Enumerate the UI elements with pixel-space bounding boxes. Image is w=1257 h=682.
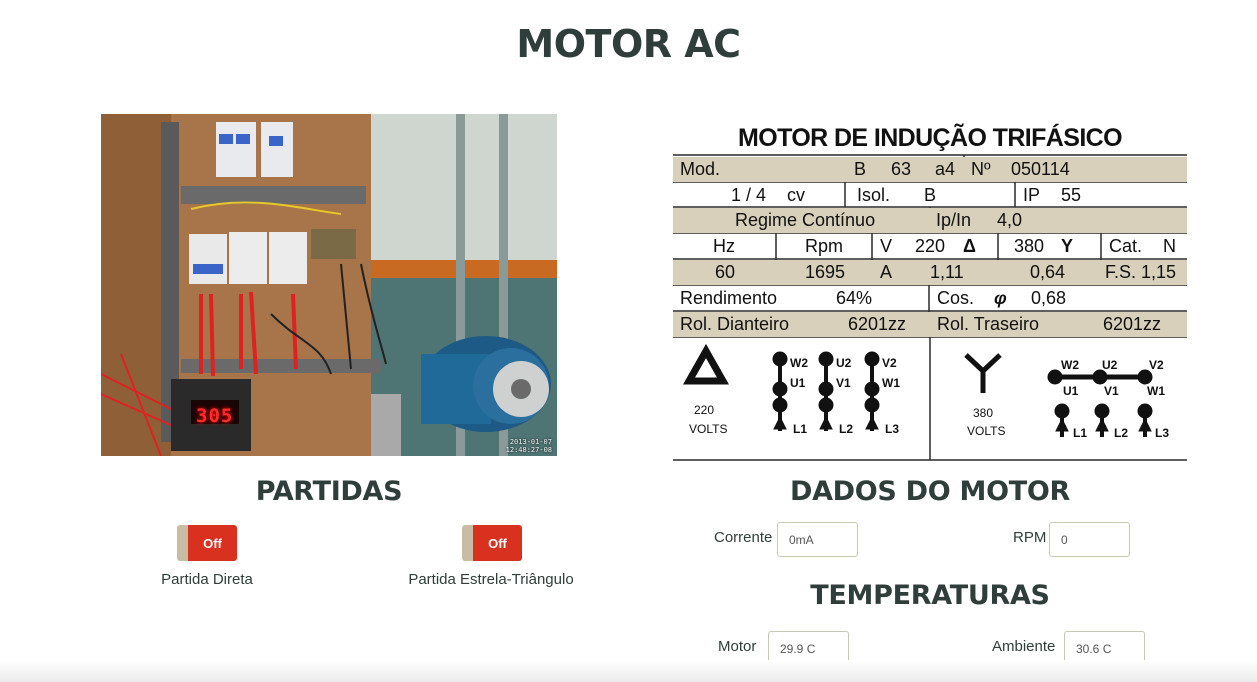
ipin-label: Ip/In bbox=[936, 210, 972, 230]
terminal-w1-delta: W1 bbox=[882, 376, 900, 390]
power-unit: cv bbox=[787, 185, 805, 205]
dados-do-motor-heading: DADOS DO MOTOR bbox=[789, 476, 1071, 507]
rpm-label: RPM bbox=[1013, 529, 1047, 546]
temperaturas-heading: TEMPERATURAS bbox=[810, 580, 1050, 611]
ip-label: IP bbox=[1023, 185, 1041, 205]
current-label: A bbox=[880, 262, 893, 282]
delta-symbol-icon bbox=[689, 351, 723, 381]
toggle-state: Off bbox=[188, 525, 237, 561]
terminal-w2-star: W2 bbox=[1061, 358, 1079, 372]
isol-label: Isol. bbox=[857, 185, 891, 205]
terminal-v2-delta: V2 bbox=[882, 356, 897, 370]
voltage-label: V bbox=[880, 236, 893, 256]
bottom-fade bbox=[0, 660, 1257, 682]
terminal-l1-star: L1 bbox=[1073, 426, 1088, 440]
motor-temp-label: Motor bbox=[718, 638, 757, 655]
corrente-field[interactable] bbox=[777, 522, 858, 557]
toggle-state: Off bbox=[473, 525, 522, 561]
power-value: 1 / 4 bbox=[731, 185, 767, 205]
camera-scene bbox=[101, 114, 557, 456]
star-volts-unit: VOLTS bbox=[967, 424, 1006, 438]
terminal-v1-delta: V1 bbox=[836, 376, 851, 390]
cos-value: 0,68 bbox=[1031, 288, 1067, 308]
star-symbol-icon bbox=[966, 355, 1000, 393]
serial-label: Nº bbox=[971, 159, 991, 179]
partidas-heading: PARTIDAS bbox=[255, 476, 403, 507]
partida-direta-toggle[interactable] bbox=[177, 525, 237, 561]
partida-estrela-triangulo-label: Partida Estrela-Triângulo bbox=[408, 571, 574, 588]
regime-value: Regime Contínuo bbox=[735, 210, 876, 230]
current-delta: 1,11 bbox=[930, 262, 964, 282]
phi-symbol: φ bbox=[994, 288, 1007, 308]
voltage-star: 380 bbox=[1014, 236, 1045, 256]
ipin-value: 4,0 bbox=[997, 210, 1023, 230]
current-star: 0,64 bbox=[1030, 262, 1066, 282]
hz-label: Hz bbox=[713, 236, 735, 256]
terminal-u2-delta: U2 bbox=[836, 356, 852, 370]
ambiente-temp-label: Ambiente bbox=[992, 638, 1056, 655]
terminal-v1-star: V1 bbox=[1104, 384, 1119, 398]
star-symbol: Y bbox=[1061, 236, 1074, 256]
terminal-w1-star: W1 bbox=[1147, 384, 1165, 398]
hz-value: 60 bbox=[715, 262, 736, 282]
corrente-label: Corrente bbox=[714, 529, 773, 546]
front-bearing-value: 6201zz bbox=[848, 314, 907, 334]
controller-display-reading: 305 bbox=[196, 405, 234, 427]
terminal-u1-star: U1 bbox=[1063, 384, 1079, 398]
rear-bearing-label: Rol. Traseiro bbox=[937, 314, 1040, 334]
wiring-diagrams bbox=[673, 337, 1187, 467]
terminal-u2-star: U2 bbox=[1102, 358, 1118, 372]
efficiency-label: Rendimento bbox=[680, 288, 778, 308]
nameplate-row-model bbox=[673, 157, 1187, 182]
rpm-field[interactable] bbox=[1049, 522, 1130, 557]
camera-timestamp bbox=[506, 438, 552, 454]
terminal-l2-delta: L2 bbox=[839, 422, 854, 436]
delta-terminal-diagram bbox=[773, 352, 879, 431]
mod-variant: a4 bbox=[935, 159, 956, 179]
camera-timestamp-time: 12:48:27-08 bbox=[505, 446, 552, 454]
ip-value: 55 bbox=[1061, 185, 1082, 205]
terminal-l3-star: L3 bbox=[1155, 426, 1170, 440]
partida-estrela-triangulo-toggle[interactable] bbox=[462, 525, 522, 561]
star-volts-value: 380 bbox=[973, 406, 994, 420]
terminal-l2-star: L2 bbox=[1114, 426, 1129, 440]
page-title: MOTOR AC bbox=[516, 22, 741, 66]
rpm-value: 1695 bbox=[805, 262, 846, 282]
efficiency-value: 64% bbox=[836, 288, 873, 308]
mod-label: Mod. bbox=[680, 159, 721, 179]
mod-size: 63 bbox=[891, 159, 912, 179]
cos-label: Cos. bbox=[937, 288, 975, 308]
camera-feed-image bbox=[101, 114, 557, 456]
mod-frame: B bbox=[854, 159, 867, 179]
terminal-l1-delta: L1 bbox=[793, 422, 808, 436]
service-factor: F.S. 1,15 bbox=[1105, 262, 1177, 282]
voltage-delta: 220 bbox=[915, 236, 946, 256]
rear-bearing-value: 6201zz bbox=[1103, 314, 1162, 334]
camera-timestamp-date: 2013-01-07 bbox=[509, 438, 552, 446]
isol-value: B bbox=[924, 185, 937, 205]
terminal-u1-delta: U1 bbox=[790, 376, 806, 390]
cat-label: Cat. bbox=[1109, 236, 1143, 256]
rpm-label: Rpm bbox=[805, 236, 844, 256]
delta-volts-unit: VOLTS bbox=[689, 422, 728, 436]
delta-volts-value: 220 bbox=[694, 403, 715, 417]
cat-value: N bbox=[1163, 236, 1176, 256]
terminal-l3-delta: L3 bbox=[885, 422, 900, 436]
motor-nameplate bbox=[673, 122, 1187, 462]
terminal-w2-delta: W2 bbox=[790, 356, 808, 370]
delta-symbol: Δ bbox=[963, 236, 976, 256]
partida-direta-label: Partida Direta bbox=[161, 571, 253, 588]
nameplate-title: MOTOR DE INDUÇÃO TRIFÁSICO bbox=[738, 124, 1122, 152]
star-terminal-diagram bbox=[1048, 370, 1152, 437]
front-bearing-label: Rol. Dianteiro bbox=[680, 314, 790, 334]
terminal-v2-star: V2 bbox=[1149, 358, 1164, 372]
serial-value: 050114 bbox=[1011, 159, 1070, 179]
